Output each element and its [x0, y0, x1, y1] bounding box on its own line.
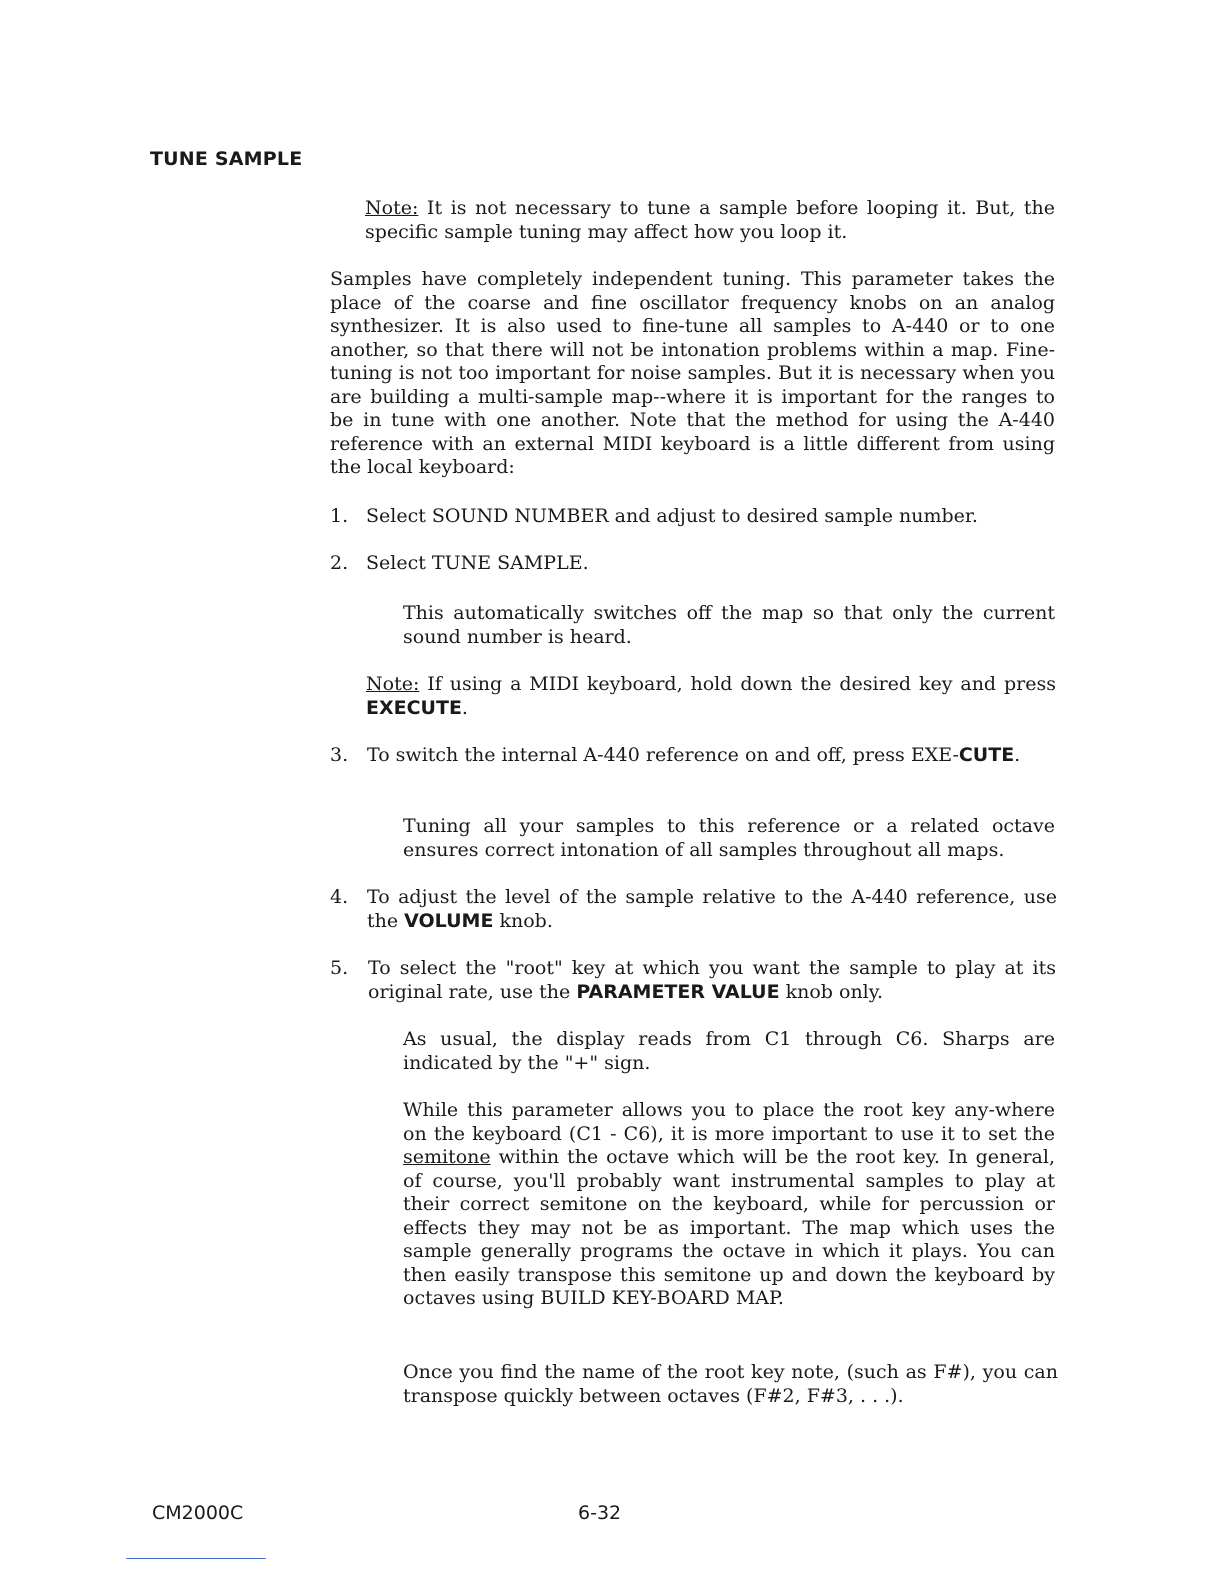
- parameter-value-keyword: PARAMETER VALUE: [576, 980, 780, 1003]
- footer-doc-id: CM2000C: [152, 1502, 244, 1524]
- footer-rule: [126, 1558, 266, 1559]
- step-3-number: 3.: [330, 744, 349, 766]
- step-2-number: 2.: [330, 552, 349, 574]
- step-5: To select the "root" key at which you want the sample to play at its original rate, use the PARAMETER VALUE knob only.: [368, 957, 1056, 1003]
- step-1-number: 1.: [330, 505, 349, 527]
- semitone-underlined: semitone: [403, 1146, 491, 1168]
- step-2-detail: This automatically switches off the map so that only the current sound number is heard.: [403, 602, 1055, 648]
- note-midi-keyboard: Note: If using a MIDI keyboard, hold down the desired key and press EXECUTE.: [366, 673, 1056, 719]
- footer-page-number: 6-32: [578, 1502, 622, 1524]
- execute-keyword: EXECUTE: [366, 696, 462, 719]
- note-label: Note:: [365, 197, 419, 219]
- step-5-detail-root-key: While this parameter allows you to place the root key any-where on the keyboard (C1 - C6), it is more important to use it to set the semitone within the octave which will be the root key. In general, of course, you'll probably want instrumental samples to play at their correct semitone on the keyboard, while for percussion or effects they may not be as important. The map which uses the sample generally programs the octave in which it plays. You can then easily transpose this semitone up and down the keyboard by octaves using BUILD KEY-BOARD MAP.: [403, 1099, 1055, 1309]
- note-tune-before-loop: [365, 197, 1055, 244]
- step-2: Select TUNE SAMPLE.: [366, 552, 589, 574]
- step-5-detail-display: As usual, the display reads from C1 through C6. Sharps are indicated by the "+" sign.: [403, 1028, 1055, 1074]
- volume-keyword: VOLUME: [404, 909, 494, 932]
- step-3: To switch the internal A-440 reference on and off, press EXE-CUTE.: [367, 744, 1021, 766]
- step-4: To adjust the level of the sample relative to the A-440 reference, use the VOLUME knob.: [367, 886, 1057, 932]
- step-1: Select SOUND NUMBER and adjust to desired sample number.: [366, 505, 978, 527]
- step-4-number: 4.: [330, 886, 349, 908]
- step-3-detail: Tuning all your samples to this reference or a related octave ensures correct intonation of all samples throughout all maps.: [403, 815, 1055, 861]
- section-heading: TUNE SAMPLE: [150, 148, 303, 170]
- step-5-detail-transpose: Once you find the name of the root key note, (such as F#), you can transpose quickly between octaves (F#2, F#3, . . .).: [403, 1361, 1058, 1407]
- step-5-number: 5.: [330, 957, 349, 979]
- note-label: Note:: [366, 673, 420, 695]
- note-text: It is not necessary to tune a sample before looping it. But, the specific sample tuning may affect how you loop it.: [365, 197, 1055, 243]
- execute-keyword: CUTE: [958, 744, 1015, 766]
- intro-paragraph: Samples have completely independent tuning. This parameter takes the place of the coarse and fine oscillator frequency knobs on an analog synthesizer. It is also used to fine-tune all samples to A-440 or to one another, so that there will not be intonation problems within a map. Fine-tuning is not too important for noise samples. But it is necessary when you are building a multi-sample map--where it is important for the ranges to be in tune with one another. Note that the method for using the A-440 reference with an external MIDI keyboard is a little different from using the local keyboard:: [330, 268, 1055, 478]
